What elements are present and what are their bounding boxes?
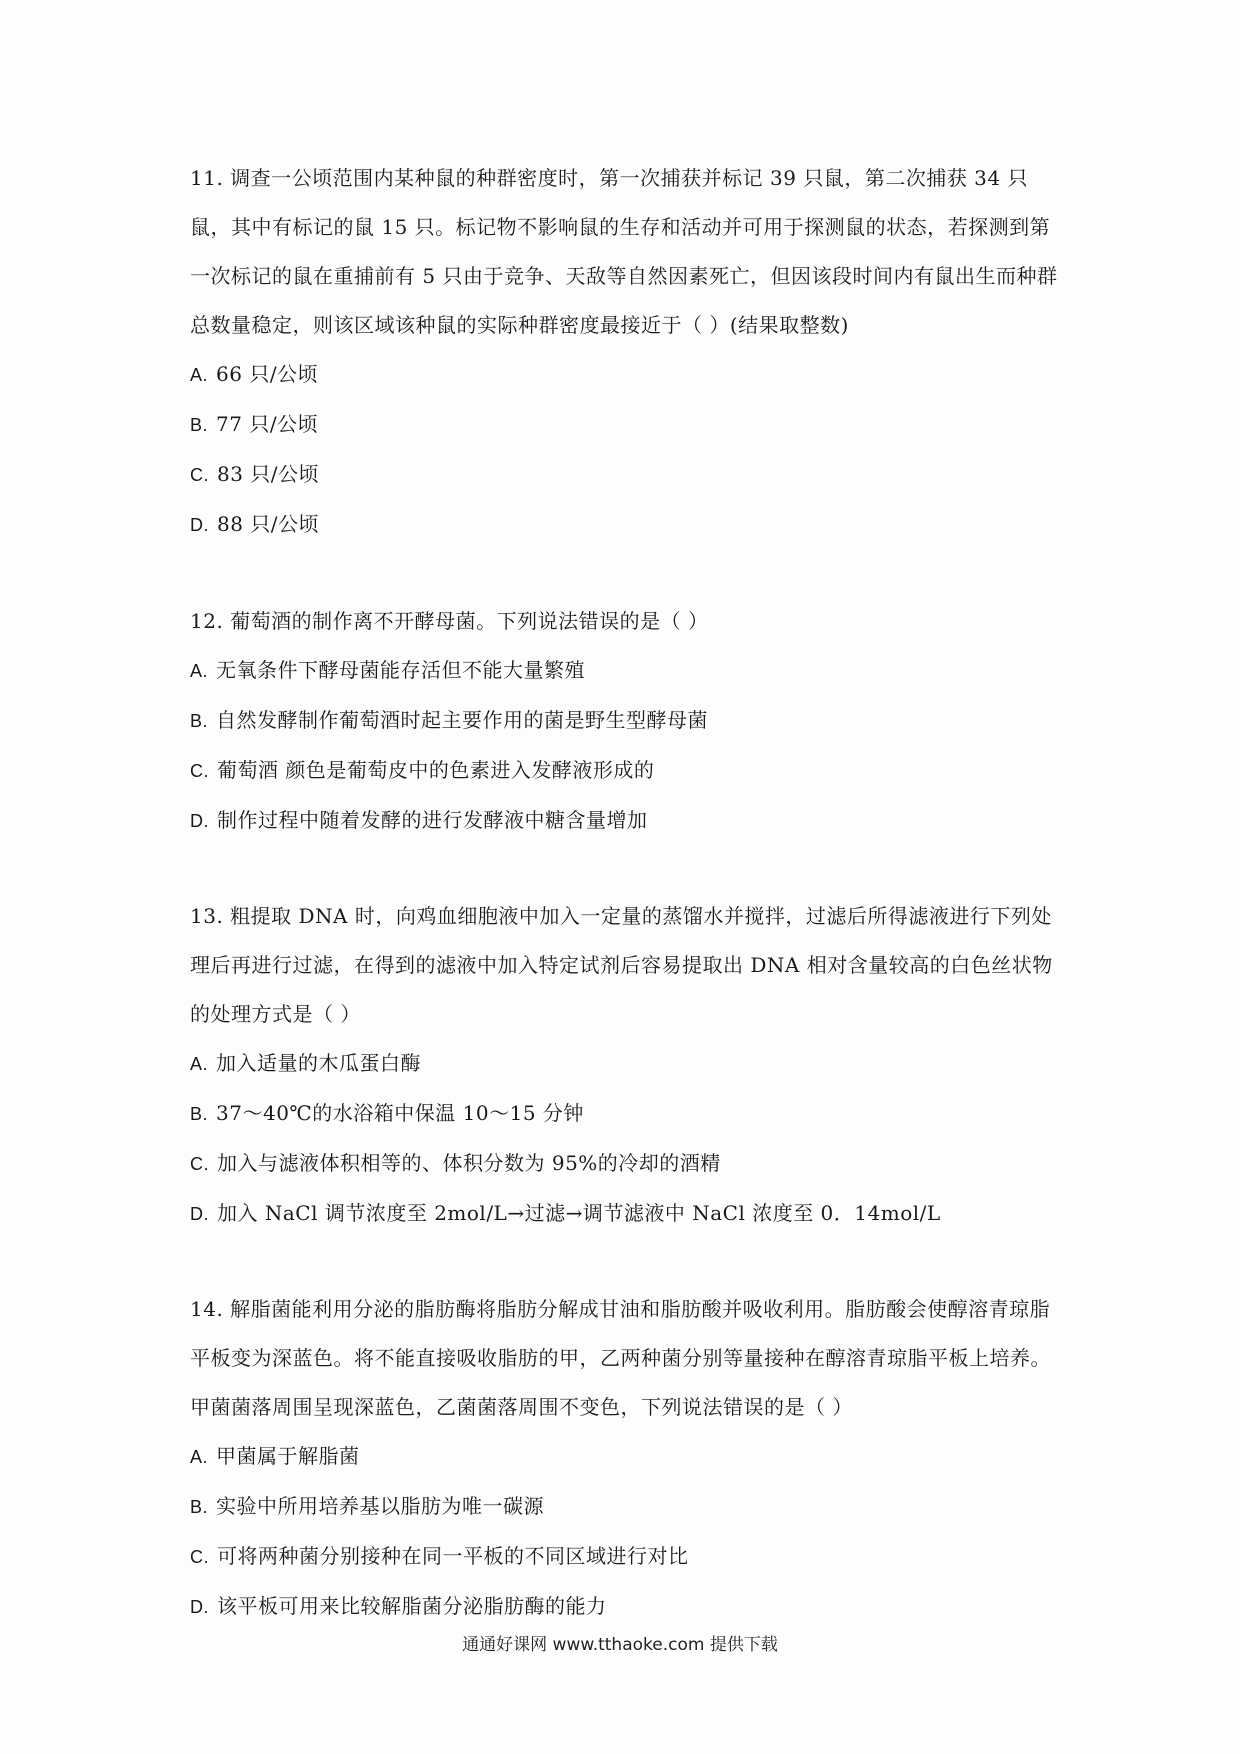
option-c bbox=[190, 746, 1060, 796]
option-a bbox=[190, 350, 1060, 400]
option-letter: D. bbox=[190, 1597, 209, 1617]
option-text: 葡萄酒 颜色是葡萄皮中的色素进入发酵液形成的 bbox=[217, 758, 655, 782]
question-stem: 11. 调查一公顷范围内某种鼠的种群密度时，第一次捕获并标记 39 只鼠，第二次捕获 34 只鼠，其中有标记的鼠 15 只。标记物不影响鼠的生存和活动并可用于探测鼠的状态，若探测到第一次标记的鼠在重捕前有 5 只由于竞争、天敌等自然因素死亡，但因该段时间内有鼠出生而种群总数量稳定，则该区域该种鼠的实际种群密度最接近于（ ）(结果取整数) bbox=[190, 166, 1058, 337]
option-d bbox=[190, 796, 1060, 846]
option-letter: A. bbox=[190, 1054, 209, 1074]
question-11 bbox=[190, 154, 1060, 550]
option-letter: B. bbox=[190, 1497, 209, 1517]
option-text: 自然发酵制作葡萄酒时起主要作用的菌是野生型酵母菌 bbox=[216, 708, 709, 732]
option-letter: A. bbox=[190, 365, 209, 385]
question-12 bbox=[190, 597, 1060, 846]
question-stem: 12. 葡萄酒的制作离不开酵母菌。下列说法错误的是（ ） bbox=[190, 609, 709, 633]
option-text: 无氧条件下酵母菌能存活但不能大量繁殖 bbox=[216, 658, 586, 682]
option-text: 加入与滤液体积相等的、体积分数为 95%的冷却的酒精 bbox=[217, 1151, 721, 1175]
option-letter: D. bbox=[190, 811, 209, 831]
option-d bbox=[190, 1582, 1060, 1632]
option-text: 88 只/公顷 bbox=[217, 512, 320, 536]
option-letter: B. bbox=[190, 415, 209, 435]
page-footer: 通通好课网 www.tthaoke.com 提供下载 bbox=[462, 1635, 778, 1655]
option-letter: A. bbox=[190, 1447, 209, 1467]
option-text: 66 只/公顷 bbox=[216, 362, 319, 386]
option-text: 该平板可用来比较解脂菌分泌脂肪酶的能力 bbox=[217, 1594, 607, 1618]
option-letter: C. bbox=[190, 1154, 209, 1174]
question-stem: 13. 粗提取 DNA 时，向鸡血细胞液中加入一定量的蒸馏水并搅拌，过滤后所得滤液进行下列处理后再进行过滤，在得到的滤液中加入特定试剂后容易提取出 DNA 相对含量较高的白色丝状物的处理方式是（ ） bbox=[190, 904, 1053, 1026]
option-c bbox=[190, 1139, 1060, 1189]
option-text: 加入 NaCl 调节浓度至 2mol/L→过滤→调节滤液中 NaCl 浓度至 0．14mol/L bbox=[217, 1201, 941, 1225]
option-letter: C. bbox=[190, 465, 209, 485]
question-13 bbox=[190, 892, 1060, 1239]
option-text: 加入适量的木瓜蛋白酶 bbox=[216, 1051, 422, 1075]
option-letter: D. bbox=[190, 1204, 209, 1224]
option-d bbox=[190, 1189, 1060, 1239]
option-a bbox=[190, 646, 1060, 696]
option-text: 83 只/公顷 bbox=[217, 462, 320, 486]
option-a bbox=[190, 1432, 1060, 1482]
option-text: 甲菌属于解脂菌 bbox=[216, 1444, 360, 1468]
question-14 bbox=[190, 1285, 1060, 1632]
option-d bbox=[190, 500, 1060, 550]
option-text: 实验中所用培养基以脂肪为唯一碳源 bbox=[216, 1494, 545, 1518]
option-letter: C. bbox=[190, 761, 209, 781]
option-letter: B. bbox=[190, 711, 209, 731]
option-text: 可将两种菌分别接种在同一平板的不同区域进行对比 bbox=[217, 1544, 689, 1568]
option-a bbox=[190, 1039, 1060, 1089]
option-c bbox=[190, 450, 1060, 500]
option-text: 77 只/公顷 bbox=[216, 412, 319, 436]
question-stem: 14. 解脂菌能利用分泌的脂肪酶将脂肪分解成甘油和脂肪酸并吸收利用。脂肪酸会使醇溶青琼脂平板变为深蓝色。将不能直接吸收脂肪的甲，乙两种菌分别等量接种在醇溶青琼脂平板上培养。甲菌菌落周围呈现深蓝色，乙菌菌落周围不变色，下列说法错误的是（ ） bbox=[190, 1297, 1051, 1419]
option-letter: A. bbox=[190, 661, 209, 681]
option-text: 制作过程中随着发酵的进行发酵液中糖含量增加 bbox=[217, 808, 648, 832]
option-letter: D. bbox=[190, 515, 209, 535]
option-b bbox=[190, 400, 1060, 450]
option-b bbox=[190, 1089, 1060, 1139]
option-letter: B. bbox=[190, 1104, 209, 1124]
option-b bbox=[190, 1482, 1060, 1532]
option-text: 37～40℃的水浴箱中保温 10～15 分钟 bbox=[216, 1101, 584, 1125]
option-c bbox=[190, 1532, 1060, 1582]
option-letter: C. bbox=[190, 1547, 209, 1567]
option-b bbox=[190, 696, 1060, 746]
